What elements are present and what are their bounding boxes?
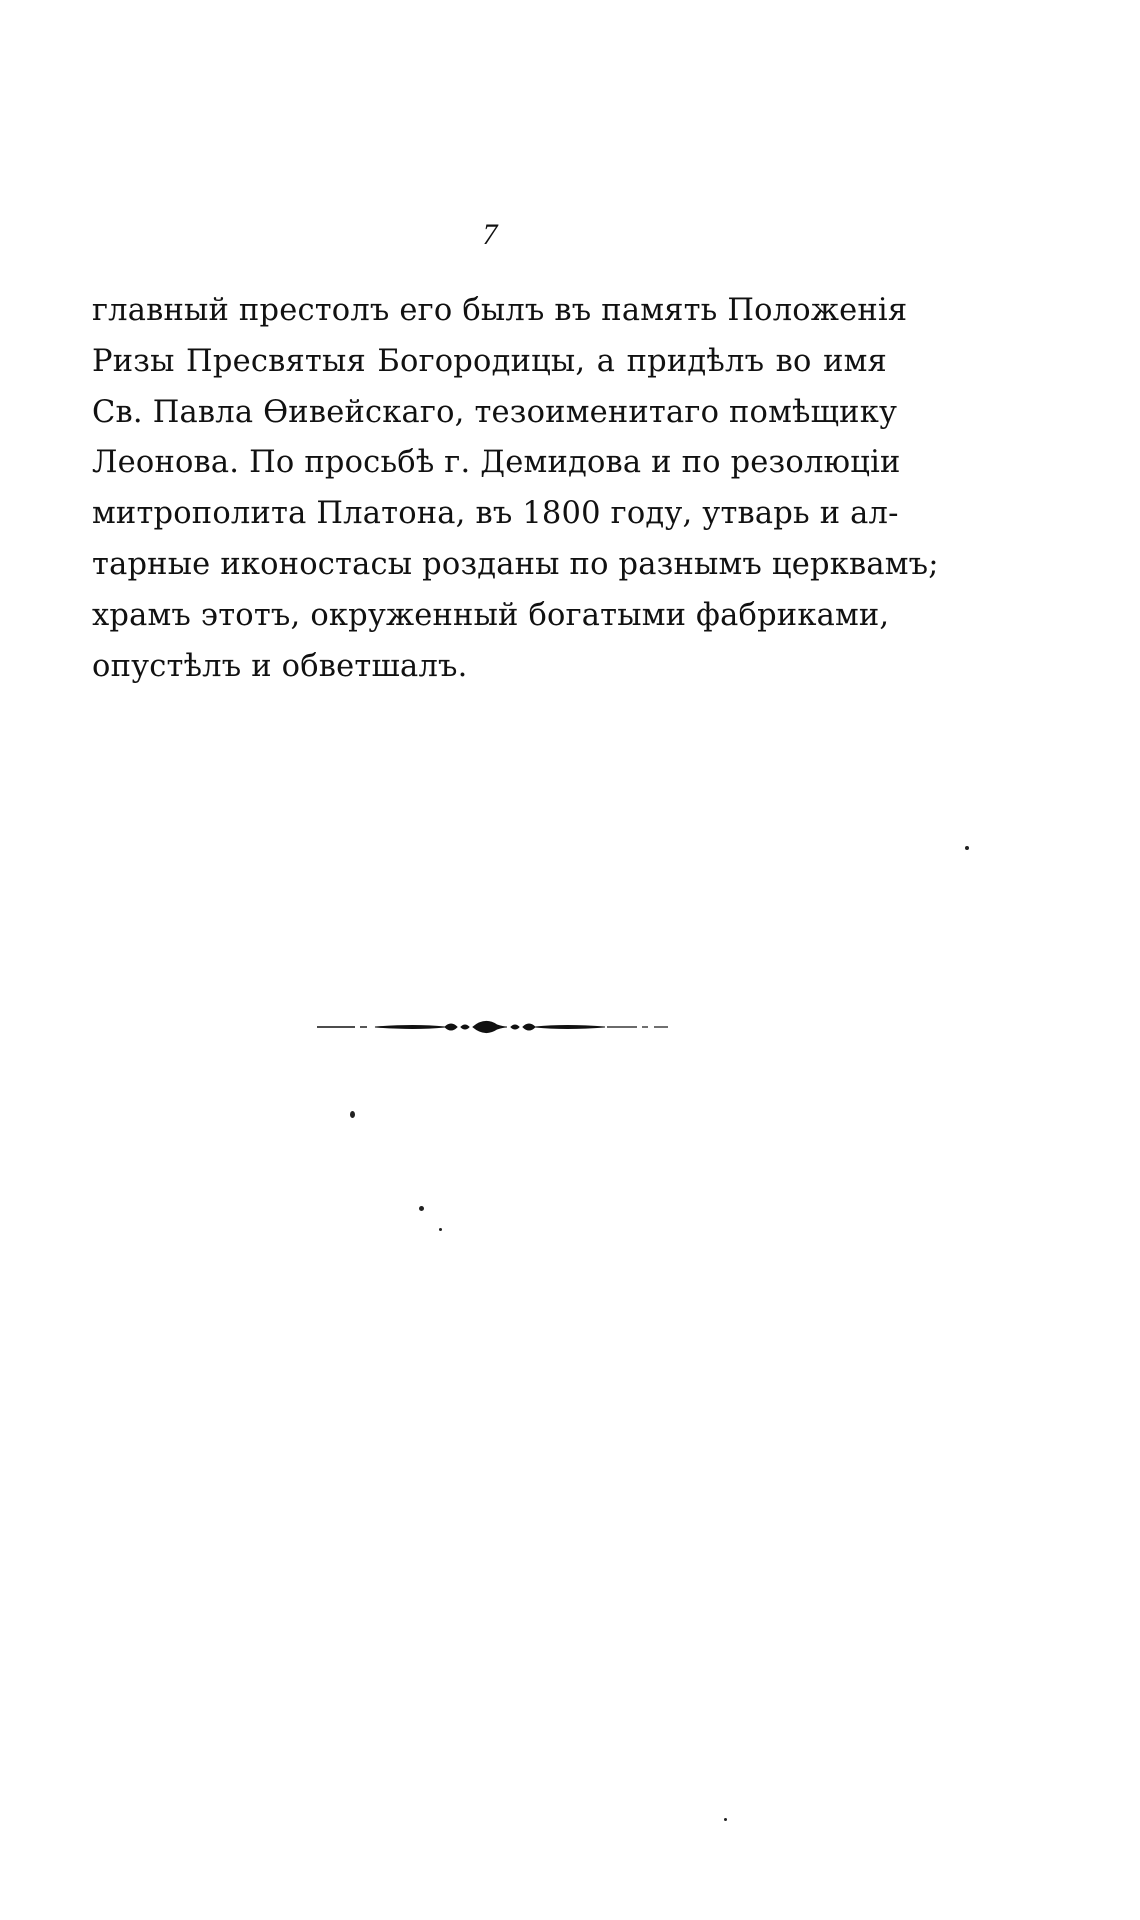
ink-speck: [965, 846, 969, 850]
text-line-7: храмъ этотъ, окруженный богатыми фабриками,: [92, 597, 890, 633]
text-line-6: тарные иконостасы розданы по разнымъ церквамъ;: [92, 546, 939, 582]
ink-speck: [350, 1111, 355, 1118]
text-line-3: Св. Павла Ѳивейскаго, тезоименитаго помѣщику: [92, 394, 898, 430]
ink-speck: [439, 1228, 442, 1231]
page-number: 7: [482, 218, 498, 251]
paragraph: [92, 286, 939, 692]
text-line-2: Ризы Пресвятыя Богородицы, а придѣлъ во имя: [92, 343, 887, 379]
ink-speck: [419, 1206, 424, 1211]
text-line-4: Леонова. По просьбѣ г. Демидова и по резолюціи: [92, 445, 901, 481]
decorative-divider-icon: [315, 1012, 670, 1042]
ink-speck: [724, 1818, 727, 1821]
text-line-8: опустѣлъ и обветшалъ.: [92, 648, 468, 684]
text-line-5: митрополита Платона, въ 1800 году, утварь и ал-: [92, 496, 899, 532]
text-line-1: главный престолъ его былъ въ память Положенія: [92, 293, 908, 328]
